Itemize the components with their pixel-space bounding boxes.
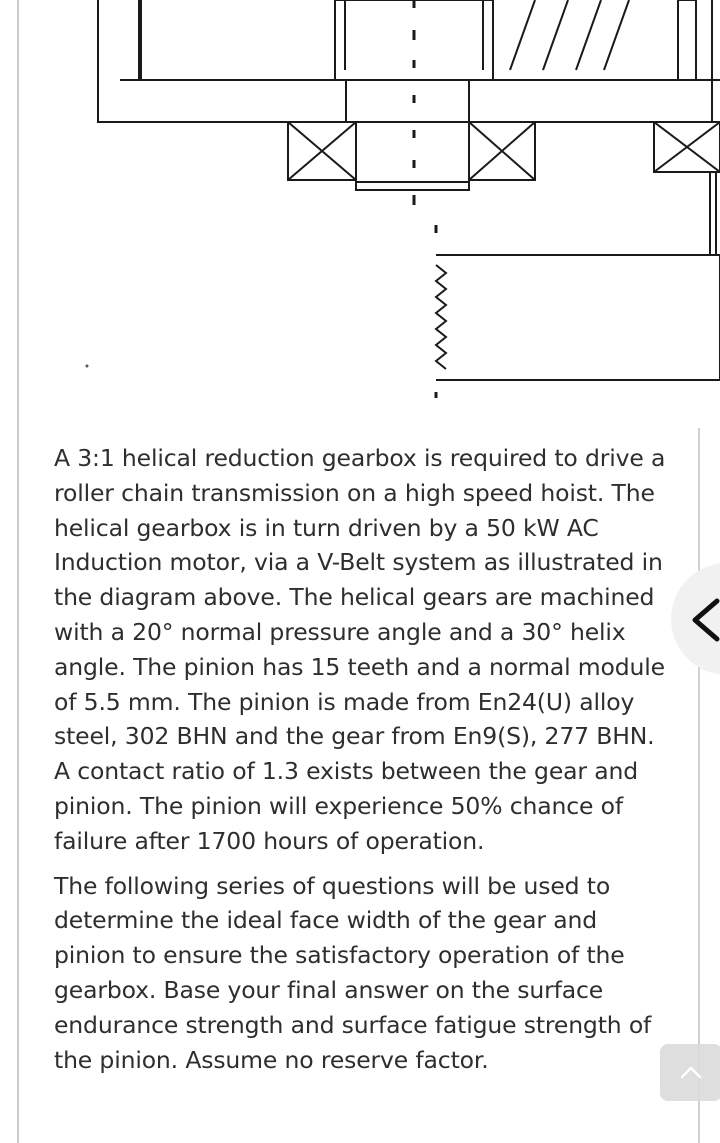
collapse-panel-button[interactable] bbox=[671, 563, 720, 675]
gearbox-diagram bbox=[0, 0, 720, 400]
right-border bbox=[698, 428, 700, 1143]
question-text bbox=[54, 441, 666, 1087]
problem-paragraph: A 3:1 helical reduction gearbox is required to drive a roller chain transmission on a high speed hoist. The helical gearbox is in turn driven by a 50 kW AC Induction motor, via a V-Belt system as illustrated in the diagram above. The helical gears are machined with a 20° normal pressure angle and a 30° helix angle. The pinion has 15 teeth and a normal module of 5.5 mm. The pinion is made from En24(U) alloy steel, 302 BHN and the gear from En9(S), 277 BHN. A contact ratio of 1.3 exists between the gear and pinion. The pinion will experience 50% chance of failure after 1700 hours of operation. bbox=[54, 444, 666, 855]
chevron-left-icon bbox=[689, 598, 720, 642]
scroll-to-top-button[interactable] bbox=[660, 1044, 720, 1101]
chevron-up-icon bbox=[679, 1062, 703, 1082]
instructions-paragraph: The following series of questions will be used to determine the ideal face width of the gear and pinion to ensure the satisfactory operation of the gearbox. Base your final answer on the surface endurance strength and surface fatigue strength of the pinion. Assume no reserve factor. bbox=[54, 871, 652, 1074]
